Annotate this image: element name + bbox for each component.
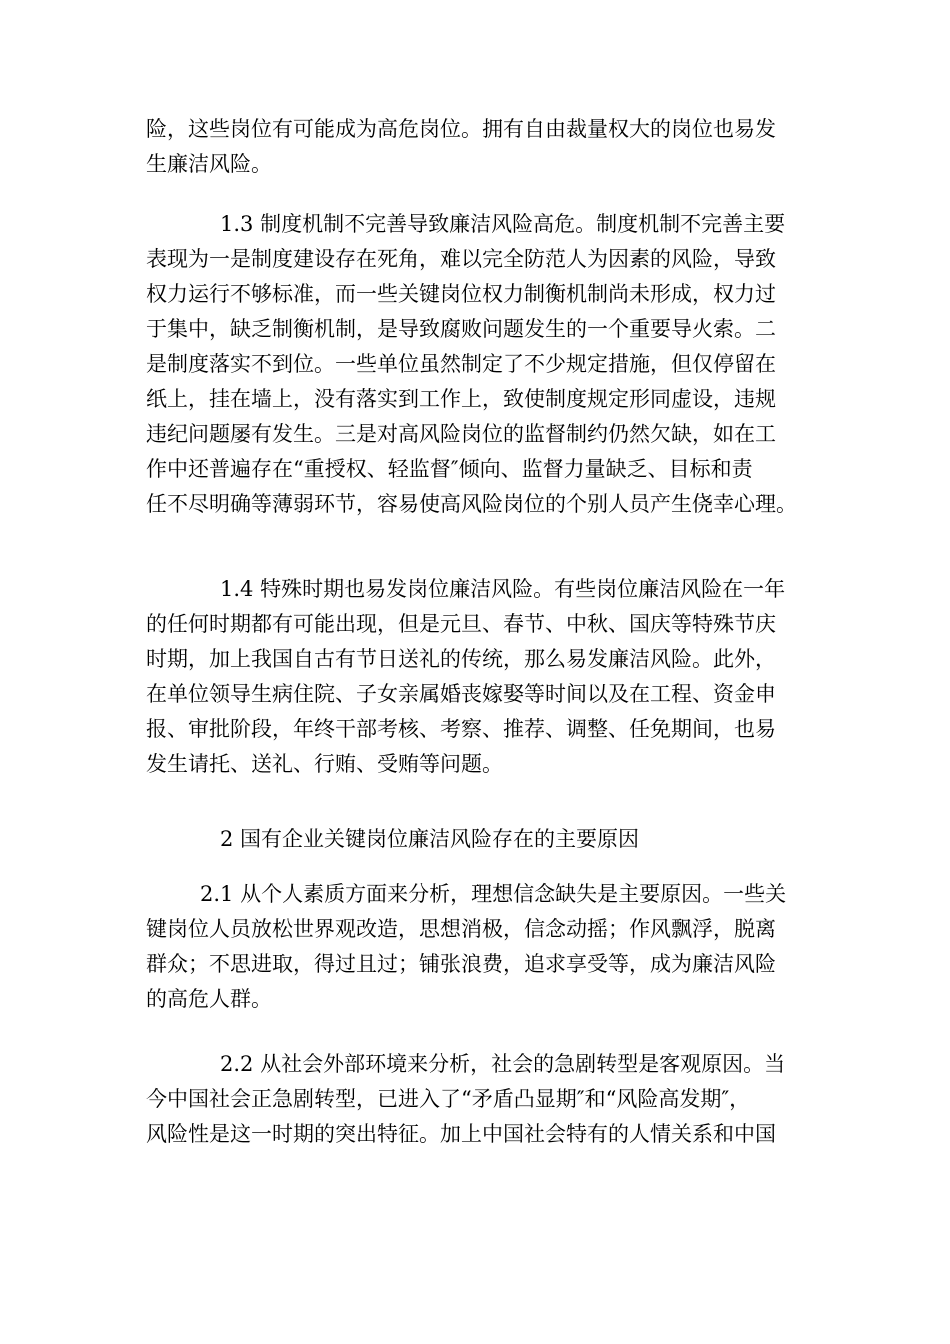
text-line: 于集中，缺乏制衡机制，是导致腐败问题发生的一个重要导火索。二 (146, 317, 776, 341)
text-line: 2.2 从社会外部环境来分析，社会的急剧转型是客观原因。当 (220, 1052, 786, 1076)
text-line: 表现为一是制度建设存在死角，难以完全防范人为因素的风险，导致 (146, 247, 776, 271)
text-line: 在单位领导生病住院、子女亲属婚丧嫁娶等时间以及在工程、资金申 (146, 682, 776, 706)
paragraph-continuation (146, 112, 806, 182)
text-line: 的任何时期都有可能出现，但是元旦、春节、中秋、国庆等特殊节庆 (146, 612, 776, 636)
text-line: 权力运行不够标准，而一些关键岗位权力制衡机制尚未形成，权力过 (146, 282, 776, 306)
text-line: 是制度落实不到位。一些单位虽然制定了不少规定措施，但仅停留在 (146, 352, 776, 376)
text-line: 1.3 制度机制不完善导致廉洁风险高危。制度机制不完善主要 (220, 212, 786, 236)
text-line: 违纪问题屡有发生。三是对高风险岗位的监督制约仍然欠缺，如在工 (146, 422, 776, 446)
text-line: 发生请托、送礼、行贿、受贿等问题。 (146, 752, 503, 776)
text-line: 2.1 从个人素质方面来分析，理想信念缺失是主要原因。一些关 (200, 882, 787, 906)
text-line: 群众；不思进取，得过且过；铺张浪费，追求享受等，成为廉洁风险 (146, 952, 776, 976)
text-line: 生廉洁风险。 (146, 152, 272, 176)
paragraph-2-2 (146, 1047, 806, 1152)
text-line: 任不尽明确等薄弱环节，容易使高风险岗位的个别人员产生侥幸心理。 (146, 492, 797, 516)
text-line: 纸上，挂在墙上，没有落实到工作上，致使制度规定形同虚设，违规 (146, 387, 776, 411)
text-line: 报、审批阶段，年终干部考核、考察、推荐、调整、任免期间，也易 (146, 717, 776, 741)
text-line: 的高危人群。 (146, 987, 272, 1011)
text-line: 风险性是这一时期的突出特征。加上中国社会特有的人情关系和中国 (146, 1122, 776, 1146)
text-line: 时期，加上我国自古有节日送礼的传统，那么易发廉洁风险。此外， (146, 647, 776, 671)
text-line: 今中国社会正急剧转型，已进入了“矛盾凸显期″和“风险高发期″， (146, 1087, 751, 1111)
text-line: 险，这些岗位有可能成为高危岗位。拥有自由裁量权大的岗位也易发 (146, 117, 776, 141)
paragraph-1-3 (146, 207, 806, 522)
section-heading-2 (146, 822, 806, 857)
section-heading-text: 2 国有企业关键岗位廉洁风险存在的主要原因 (220, 827, 640, 851)
text-line: 键岗位人员放松世界观改造，思想消极，信念动摇；作风飘浮，脱离 (146, 917, 776, 941)
text-line: 作中还普遍存在“重授权、轻监督″倾向、监督力量缺乏、目标和责 (146, 457, 753, 481)
paragraph-2-1 (146, 877, 806, 1017)
paragraph-1-4 (146, 572, 806, 782)
text-line: 1.4 特殊时期也易发岗位廉洁风险。有些岗位廉洁风险在一年 (220, 577, 786, 601)
